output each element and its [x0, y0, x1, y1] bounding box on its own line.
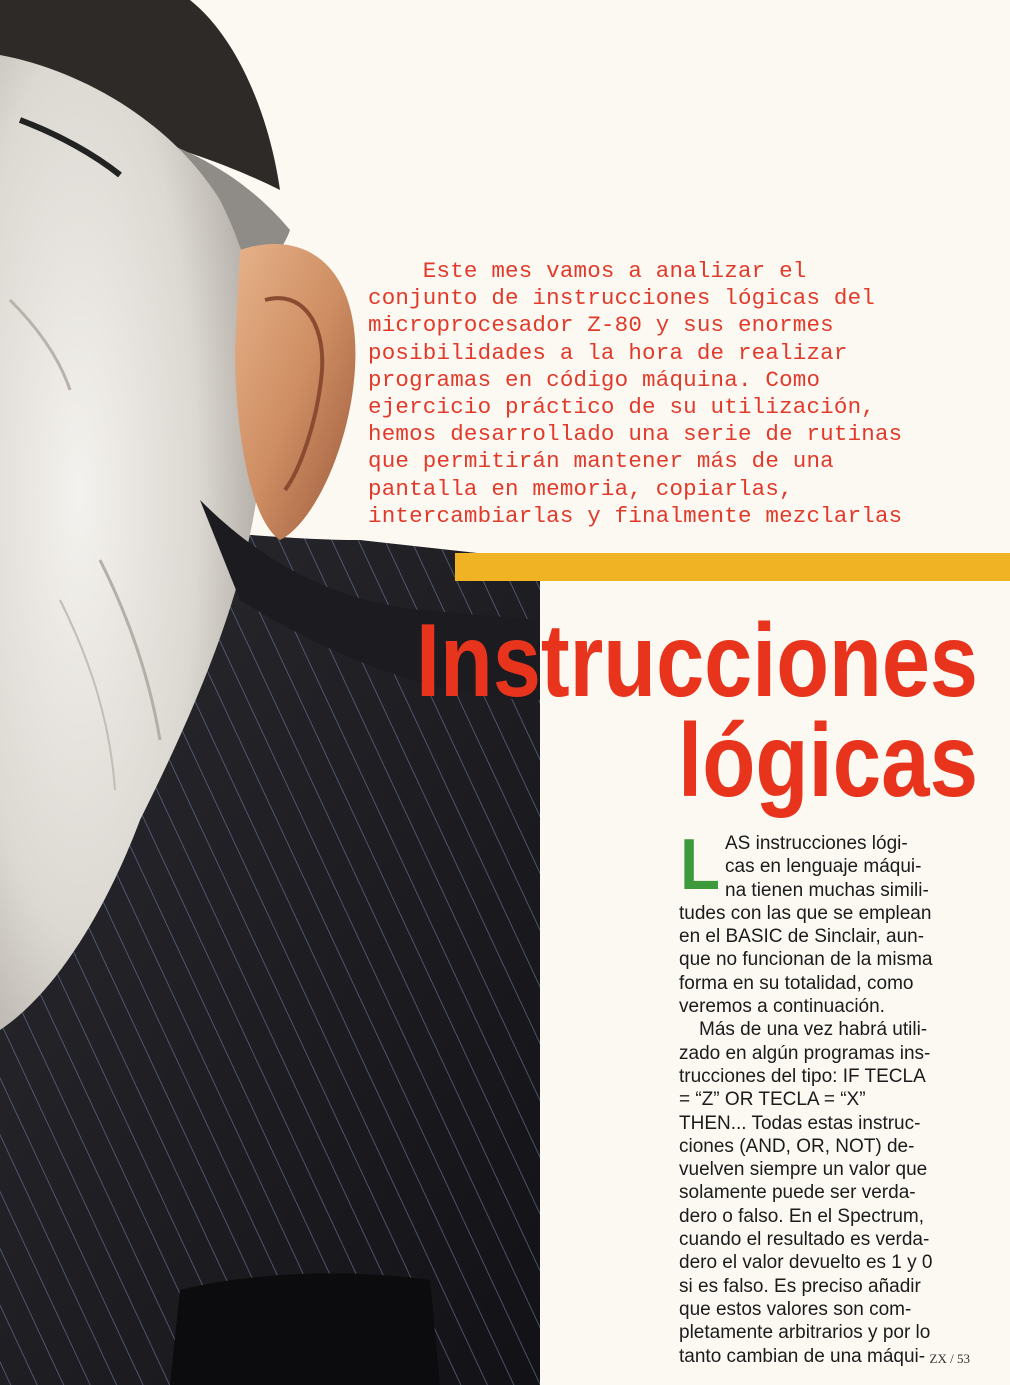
body-line: forma en su totalidad, como — [679, 972, 914, 994]
body-line: si es falso. Es preciso añadir — [679, 1275, 921, 1297]
body-line: pletamente arbitrarios y por lo — [679, 1322, 931, 1344]
title-line-1: Instrucciones — [416, 603, 978, 719]
accent-bar — [455, 553, 1010, 581]
body-line: tanto cambian de una máqui- — [679, 1345, 926, 1367]
body-line: veremos a continuación. — [679, 996, 885, 1018]
body-line: dero el valor devuelto es 1 y 0 — [679, 1252, 933, 1274]
body-line: tudes con las que se emplean — [679, 902, 932, 924]
body-line: en el BASIC de Sinclair, aun- — [679, 926, 925, 948]
intro-line: programas en código máquina. Como — [368, 366, 821, 393]
intro-text — [368, 258, 1008, 530]
intro-line: conjunto de instrucciones lógicas del — [368, 285, 875, 312]
intro-line: microprocesador Z-80 y sus enormes — [368, 312, 834, 339]
intro-line: que permitirán mantener más de una — [368, 448, 834, 475]
intro-line: Este mes vamos a analizar el — [368, 258, 807, 284]
body-line: zado en algún programas ins- — [679, 1042, 931, 1064]
article-body — [679, 832, 975, 1368]
intro-line: posibilidades a la hora de realizar — [368, 339, 848, 366]
body-line: AS instrucciones lógi- — [725, 833, 908, 854]
article-title — [400, 600, 990, 819]
body-line: ciones (AND, OR, NOT) de- — [679, 1135, 915, 1157]
body-line: vuelven siempre un valor que — [679, 1159, 928, 1181]
body-line: na tienen muchas simili- — [725, 879, 929, 901]
drop-cap-letter: L — [680, 825, 720, 905]
body-line: que estos valores son com- — [679, 1298, 912, 1320]
body-line: cuando el resultado es verda- — [679, 1229, 930, 1251]
body-line: dero o falso. En el Spectrum, — [679, 1205, 925, 1227]
intro-line: pantalla en memoria, copiarlas, — [368, 475, 793, 502]
page-number: ZX / 53 — [929, 1351, 970, 1366]
intro-line: intercambiarlas y finalmente mezclarlas — [368, 502, 903, 529]
intro-line: hemos desarrollado una serie de rutinas — [368, 421, 903, 448]
body-line: que no funcionan de la misma — [679, 949, 933, 971]
body-line: trucciones del tipo: IF TECLA — [679, 1065, 926, 1087]
body-line: = “Z” OR TECLA = “X” — [679, 1089, 866, 1111]
body-line: Más de una vez habrá utili- — [699, 1019, 928, 1041]
title-line-2: lógicas — [678, 703, 978, 819]
body-line: cas en lenguaje máqui- — [725, 856, 922, 878]
body-line: solamente puede ser verda- — [679, 1182, 916, 1204]
intro-line: ejercicio práctico de su utilización, — [368, 394, 875, 421]
body-line: THEN... Todas estas instruc- — [679, 1112, 921, 1134]
